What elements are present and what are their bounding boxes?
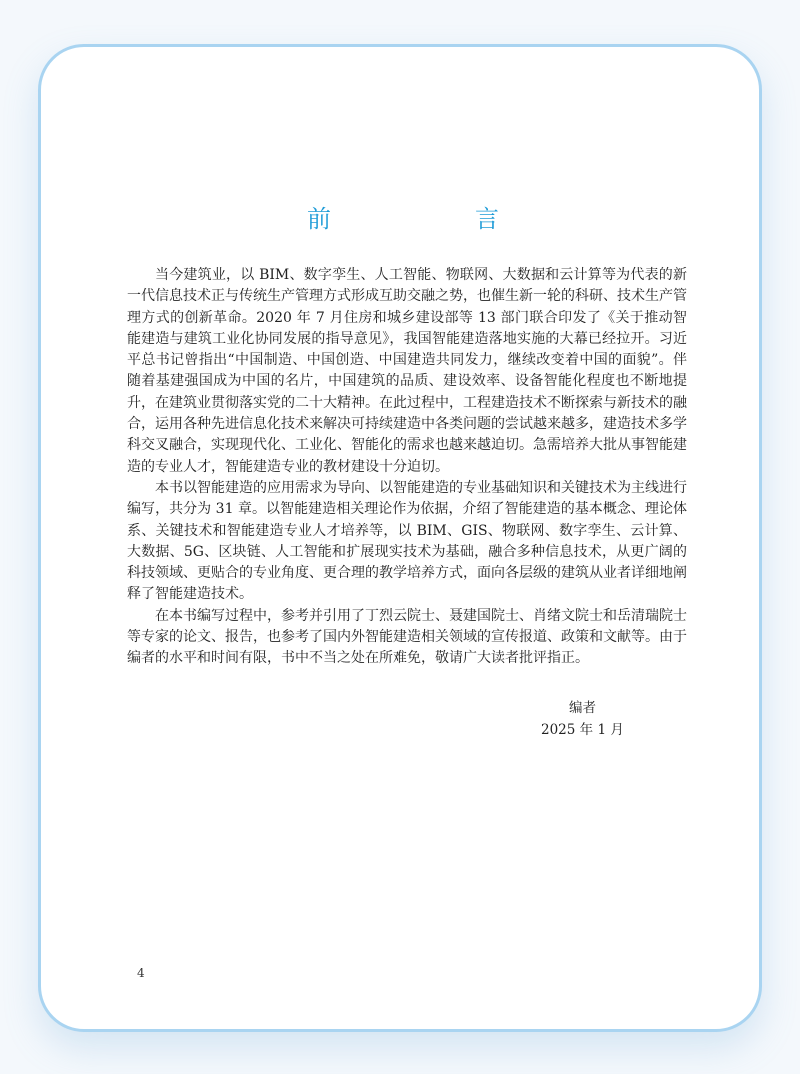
document-page <box>38 44 762 1032</box>
preface-paragraph-3: 在本书编写过程中，参考并引用了丁烈云院士、聂建国院士、肖绪文院士和岳清瑞院士等专家的论文、报告，也参考了国内外智能建造相关领域的宣传报道、政策和文献等。由于编者的水平和时间有限，书中不当之处在所难免，敬请广大读者批评指正。 <box>127 607 687 667</box>
page-number: 4 <box>137 966 145 980</box>
page-title: 前 言 <box>307 205 559 233</box>
preface-content <box>127 265 687 670</box>
signature-block <box>541 697 661 741</box>
author-label: 编者 <box>569 700 596 716</box>
preface-paragraph-1: 当今建筑业，以 BIM、数字孪生、人工智能、物联网、大数据和云计算等为代表的新一代信息技术正与传统生产管理方式形成互助交融之势，也催生新一轮的科研、技术生产管理方式的创新革命。2020 年 7 月住房和城乡建设部等 13 部门联合印发了《关于推动智能建造与建筑工业化协同发展的指导意见》，我国智能建造落地实施的大幕已经拉开。习近平总书记曾指出“中国制造、中国创造、中国建造共同发力，继续改变着中国的面貌”。伴随着基建强国成为中国的名片，中国建筑的品质、建设效率、设备智能化程度也不断地提升，在建筑业贯彻落实党的二十大精神。在此过程中，工程建造技术不断探索与新技术的融合，运用各种先进信息化技术来解决可持续建造中各类问题的尝试越来越多，建造技术多学科交叉融合，实现现代化、工业化、智能化的需求也越来越迫切。急需培养大批从事智能建造的专业人才，智能建造专业的教材建设十分迫切。 <box>127 267 687 475</box>
preface-paragraph-2: 本书以智能建造的应用需求为导向、以智能建造的专业基础知识和关键技术为主线进行编写，共分为 31 章。以智能建造相关理论作为依据，介绍了智能建造的基本概念、理论体系、关键技术和智能建造专业人才培养等，以 BIM、GIS、物联网、数字孪生、云计算、大数据、5G、区块链、人工智能和扩展现实技术为基础，融合多种信息技术，从更广阔的科技领域、更贴合的专业角度、更合理的教学培养方式，面向各层级的建筑从业者详细地阐释了智能建造技术。 <box>127 479 687 603</box>
date-label: 2025 年 1 月 <box>541 722 624 738</box>
